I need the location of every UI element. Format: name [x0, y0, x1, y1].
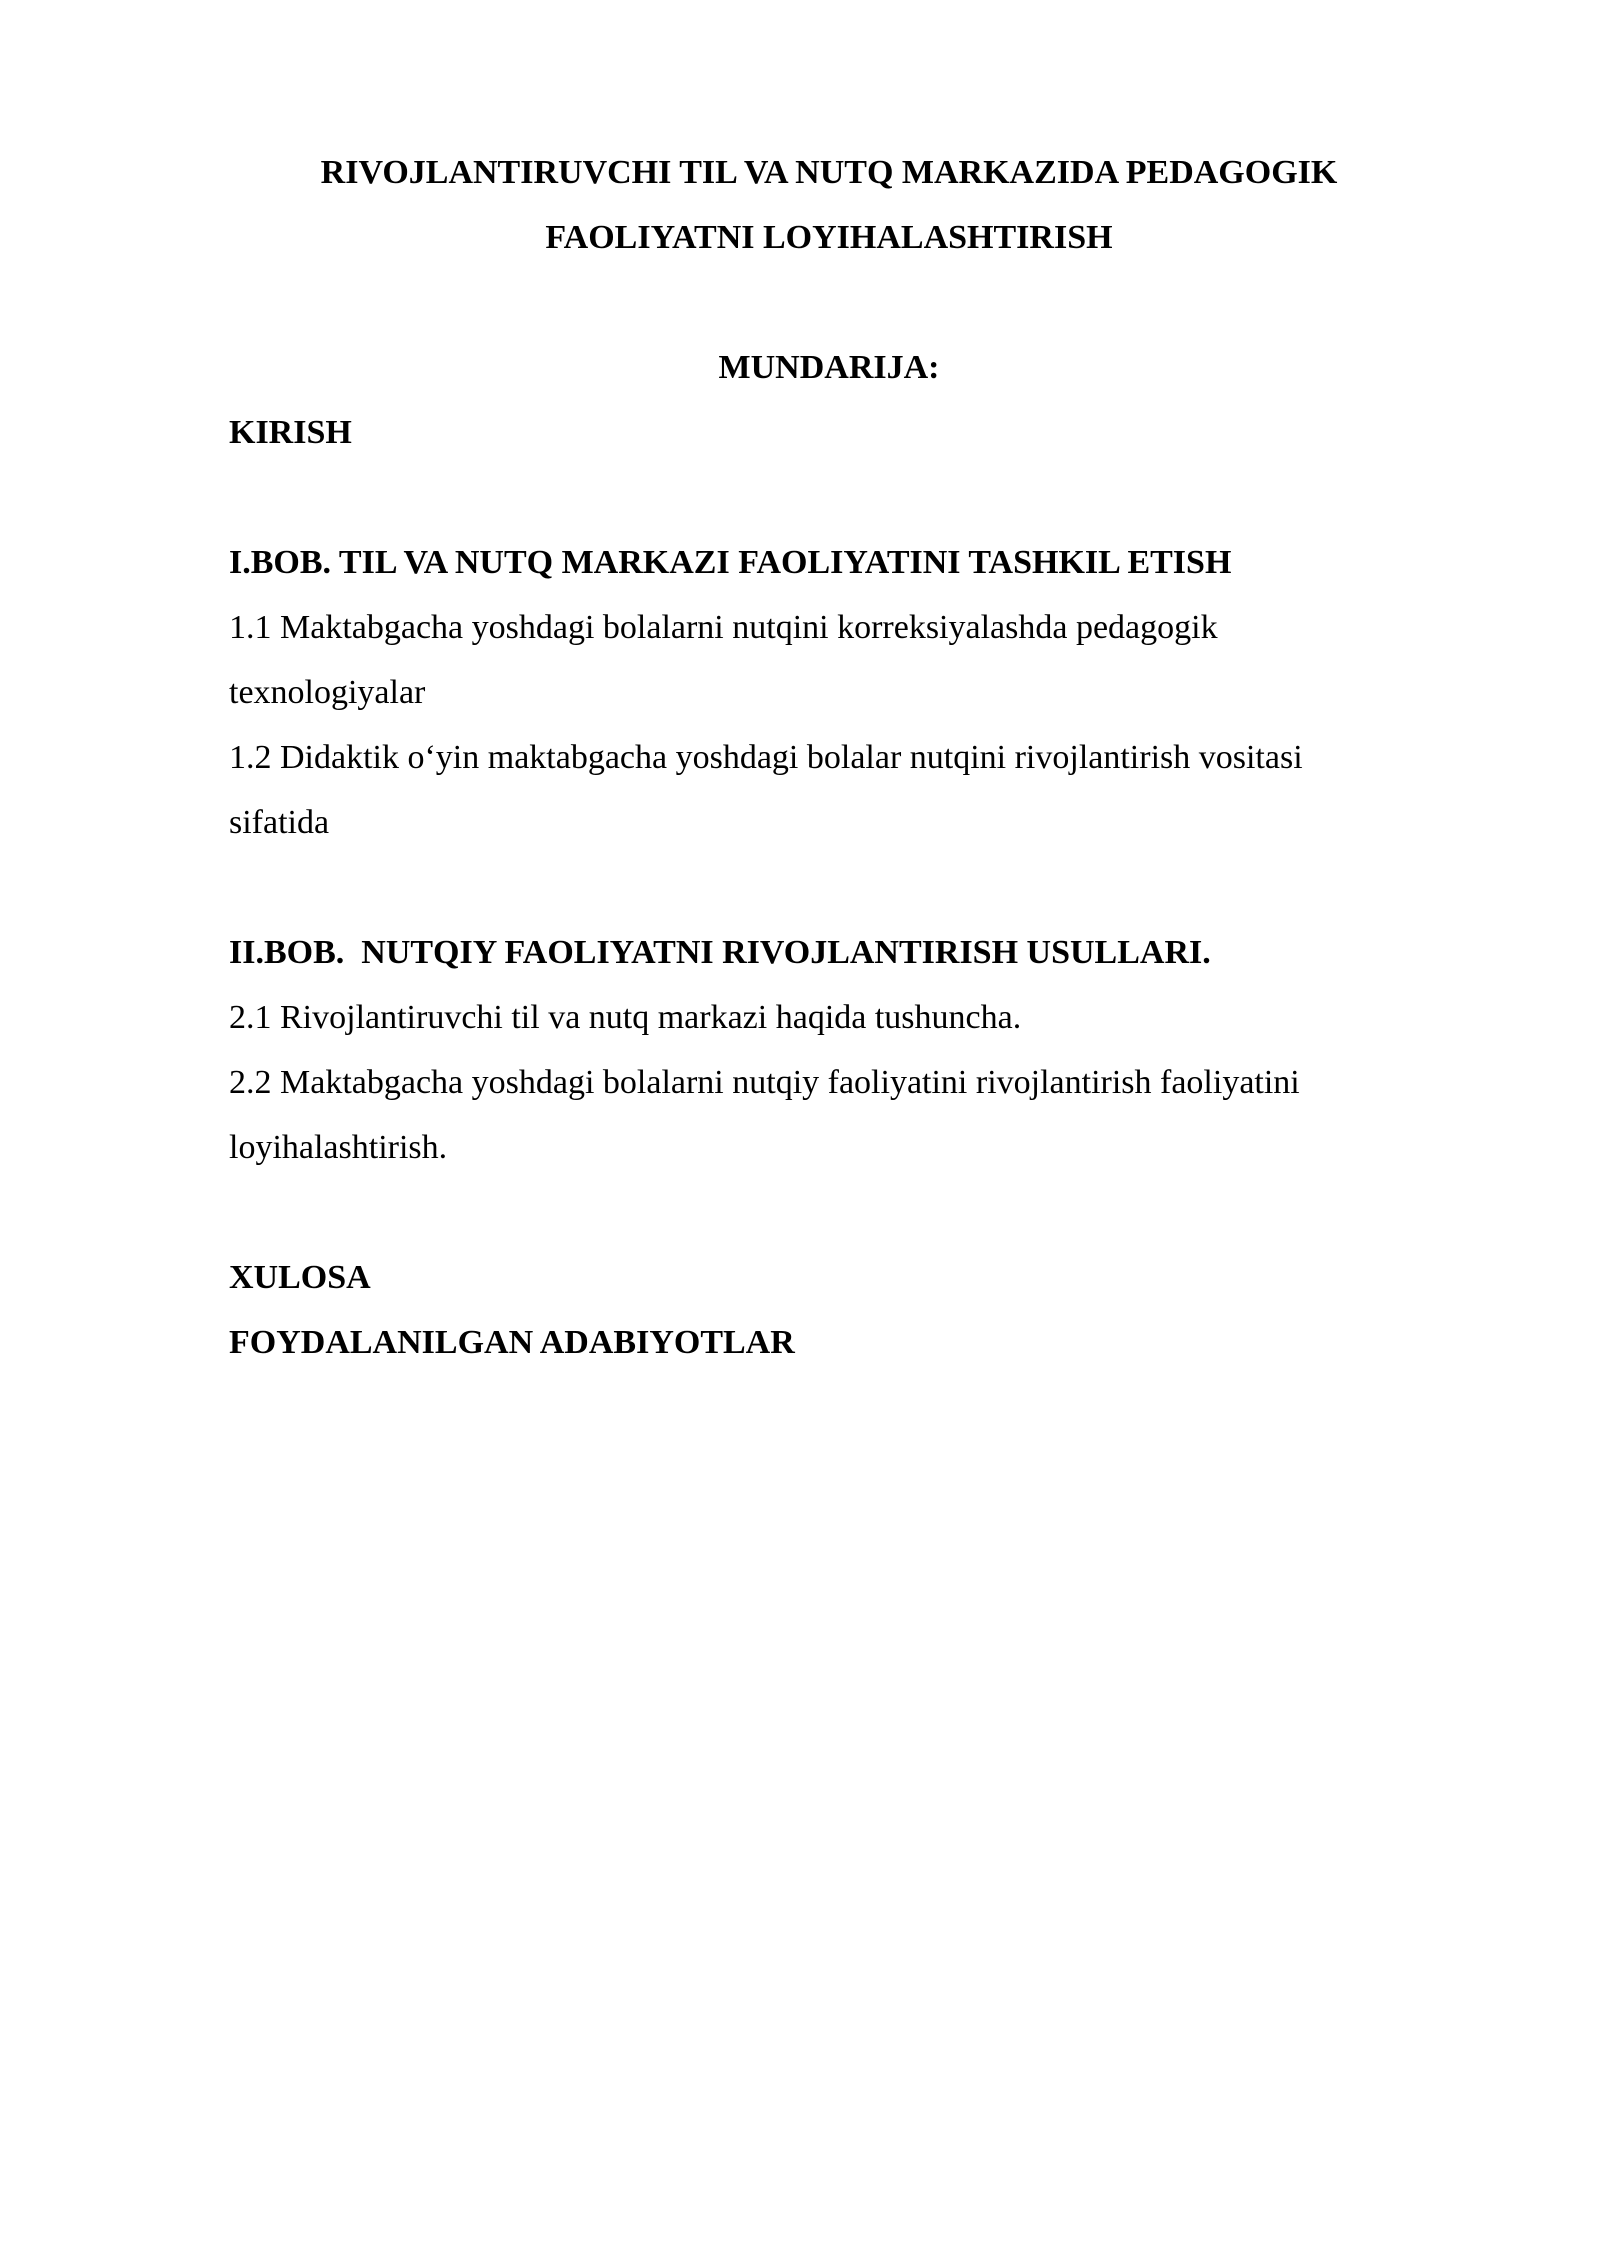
toc-section-2-1-line-1: 2.1 Rivojlantiruvchi til va nutq markazi haqida tushuncha.	[229, 999, 1022, 1036]
toc-section-2-2-line-1: 2.2 Maktabgacha yoshdagi bolalarni nutqiy faoliyatini rivojlantirish faoliyatini	[229, 1064, 1300, 1101]
toc-section-1-1-line-1: 1.1 Maktabgacha yoshdagi bolalarni nutqini korreksiyalashda pedagogik	[229, 609, 1218, 646]
toc-chapter-1-title: I.BOB. TIL VA NUTQ MARKAZI FAOLIYATINI TASHKIL ETISH	[229, 544, 1232, 581]
toc-section-2-2-line-2: loyihalashtirish.	[229, 1129, 448, 1166]
toc-section-1-2-line-1: 1.2 Didaktik o‘yin maktabgacha yoshdagi bolalar nutqini rivojlantirish vositasi	[229, 739, 1303, 776]
toc-item-conclusion: XULOSA	[229, 1259, 371, 1296]
spacer	[229, 855, 1429, 920]
spacer	[229, 465, 1429, 530]
toc-section-1-2-line-2: sifatida	[229, 804, 330, 841]
toc-item-intro: KIRISH	[229, 414, 352, 451]
document-title-line-1: RIVOJLANTIRUVCHI TIL VA NUTQ MARKAZIDA PEDAGOGIK	[320, 154, 1338, 191]
document-content	[229, 140, 1429, 1375]
toc-heading: MUNDARIJA:	[718, 349, 940, 386]
toc-item-references: FOYDALANILGAN ADABIYOTLAR	[229, 1324, 795, 1361]
spacer	[229, 270, 1429, 335]
spacer	[229, 1180, 1429, 1245]
toc-section-1-1-line-2: texnologiyalar	[229, 674, 426, 711]
toc-chapter-2-title: II.BOB. NUTQIY FAOLIYATNI RIVOJLANTIRISH USULLARI.	[229, 934, 1211, 971]
document-title-line-2: FAOLIYATNI LOYIHALASHTIRISH	[545, 219, 1113, 256]
